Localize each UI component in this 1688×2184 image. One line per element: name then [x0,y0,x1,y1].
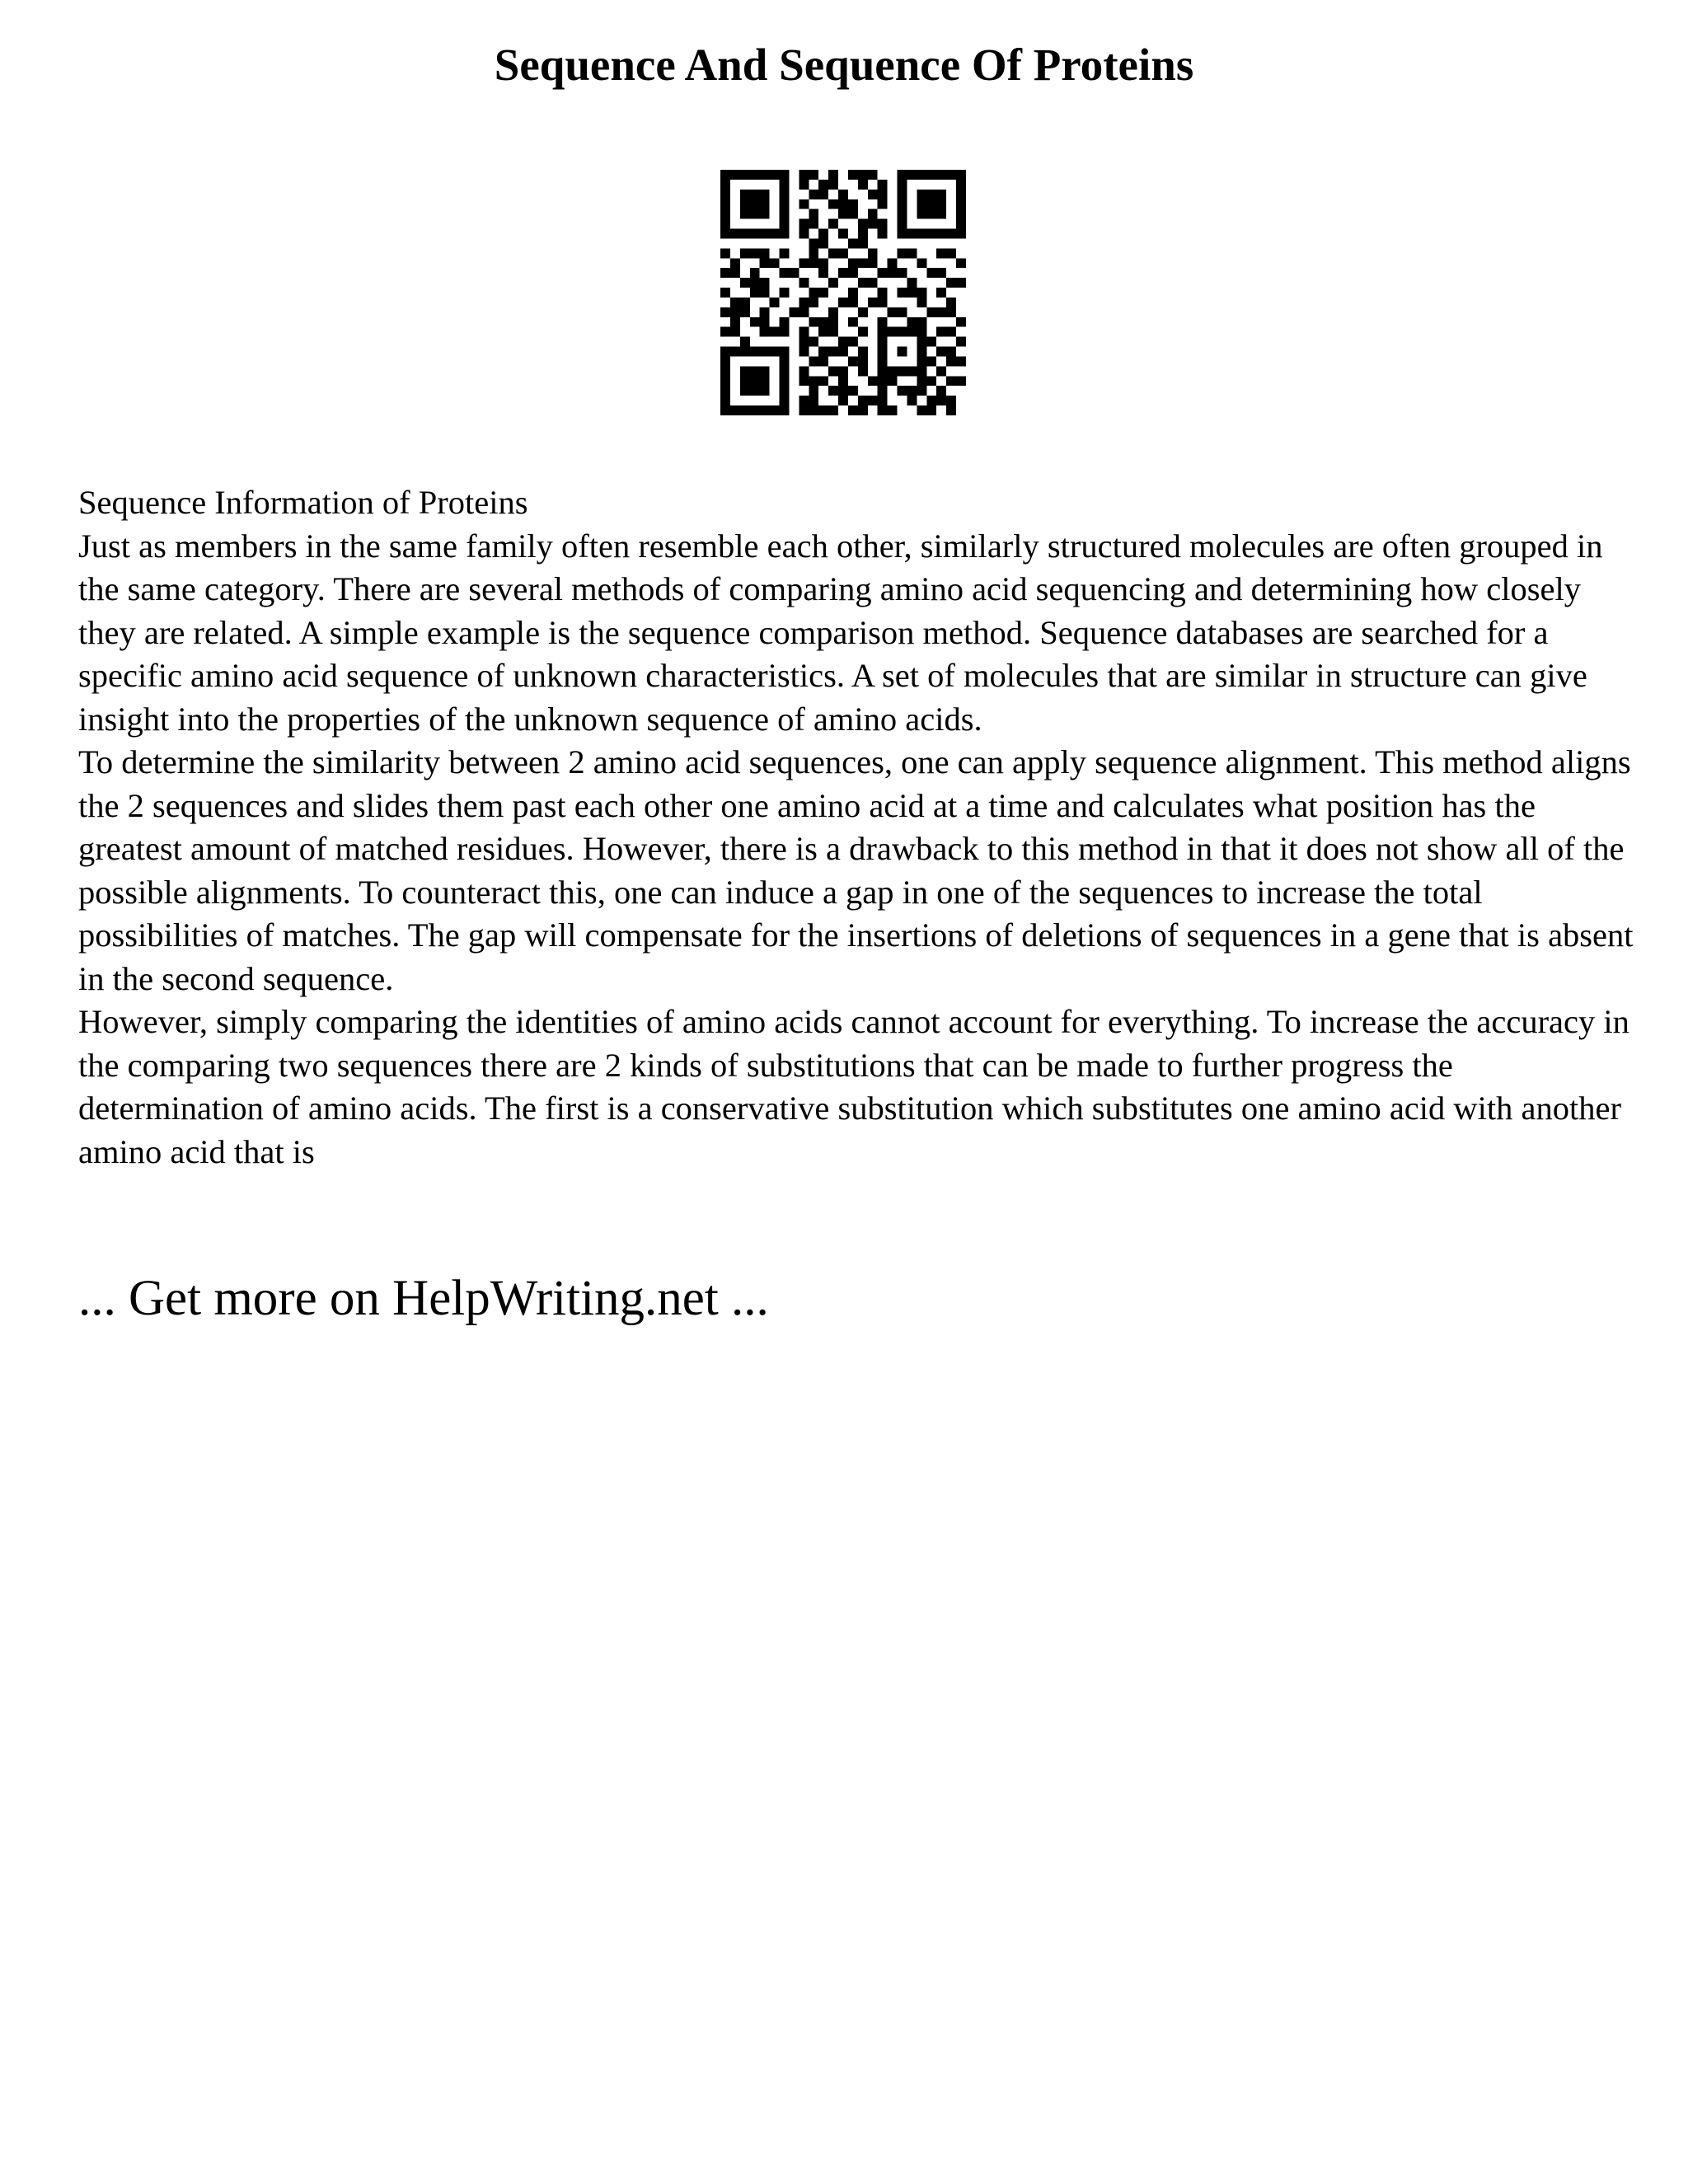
page-title: Sequence And Sequence Of Proteins [494,40,1194,90]
paragraph-3: However, simply comparing the identities of amino acids cannot account for everything. To increase the accuracy in the comparing two sequences there are 2 kinds of substitutions that can be made to further progress the determination of amino acids. The first is a conservative substitution which substitutes one amino acid with another amino acid that is [78,1003,1629,1170]
qr-code-icon [720,170,966,415]
article-body [78,481,1644,1174]
section-heading: Sequence Information of Proteins [78,484,528,521]
paragraph-2: To determine the similarity between 2 amino acid sequences, one can apply sequence alignment. This method aligns the 2 sequences and slides them past each other one amino acid at a time and calculates what position has the greatest amount of matched residues. However, there is a drawback to this method in that it does not show all of the possible alignments. To counteract this, one can induce a gap in one of the sequences to increase the total possibilities of matches. The gap will compensate for the insertions of deletions of sequences in a gene that is absent in the second sequence. [78,743,1634,997]
paragraph-1: Just as members in the same family often resemble each other, similarly structured molecules are often grouped in the same category. There are several methods of comparing amino acid sequencing and determining how closely they are related. A simple example is the sequence comparison method. Sequence databases are searched for a specific amino acid sequence of unknown characteristics. A set of molecules that are similar in structure can give insight into the properties of the unknown sequence of amino acids. [78,527,1603,738]
get-more-link[interactable]: ... Get more on HelpWriting.net ... [78,1271,769,1326]
